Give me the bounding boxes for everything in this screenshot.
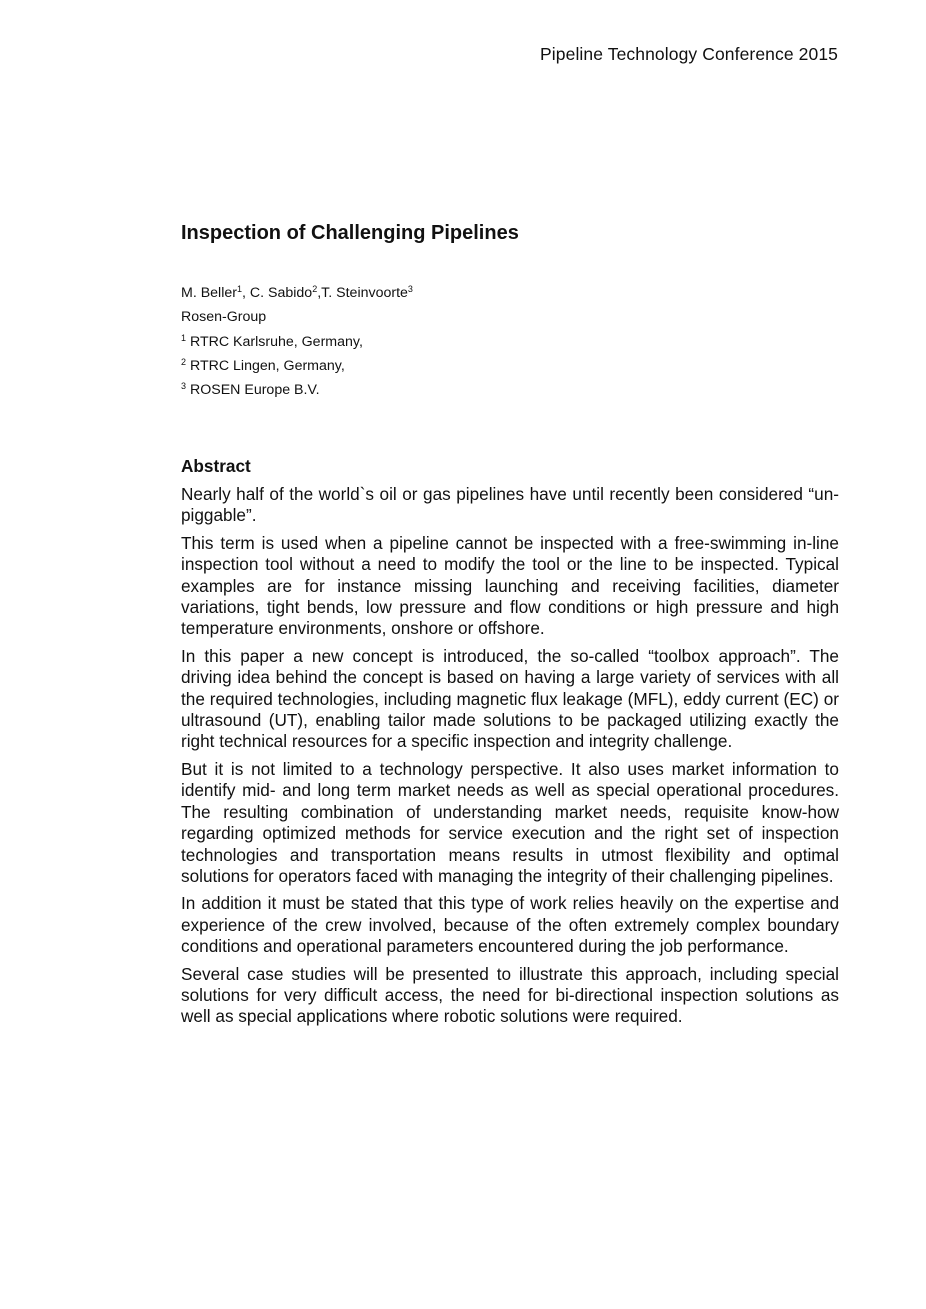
abstract-paragraph: But it is not limited to a technology perspective. It also uses market information to identify mid- and long term market needs as well as special operational procedures. The resulting combination of understanding market needs, requisite know-how regarding optimized methods for service execution and the right set of inspection technologies and transportation means results in utmost flexibility and optimal solutions for operators faced with managing the integrity of their challenging pipelines.	[181, 758, 839, 886]
author-list	[181, 281, 413, 305]
author-separator: ,	[317, 285, 322, 301]
author-name: M. Beller	[181, 285, 237, 301]
affiliation-text: RTRC Karlsruhe, Germany,	[186, 333, 363, 350]
affiliation-1	[181, 330, 413, 354]
abstract-heading: Abstract	[181, 456, 251, 476]
author-separator: ,	[242, 285, 250, 301]
author-superscript: 3	[407, 284, 413, 294]
affiliation-superscript: 3	[181, 381, 187, 392]
author-name: T. Steinvoorte	[321, 285, 408, 301]
abstract-paragraph: Several case studies will be presented to illustrate this approach, including special solutions for very difficult access, the need for bi-directional inspection solutions as well as special applications where robotic solutions were required.	[181, 963, 839, 1027]
organization: Rosen-Group	[181, 309, 267, 326]
abstract-paragraph: In this paper a new concept is introduced, the so-called “toolbox approach”. The driving idea behind the concept is based on having a large variety of services with all the required technologies, including magnetic flux leakage (MFL), eddy current (EC) or ultrasound (UT), enabling tailor made solutions to be packaged utilizing exactly the right technical resources for a specific inspection and integrity challenge.	[181, 645, 839, 752]
abstract-paragraph: In addition it must be stated that this type of work relies heavily on the expertise and experience of the crew involved, because of the often extremely complex boundary conditions and operational parameters encountered during the job performance.	[181, 893, 839, 957]
affiliation-superscript: 1	[181, 332, 187, 343]
abstract-paragraph: Nearly half of the world`s oil or gas pipelines have until recently been considered “un-piggable”.	[181, 484, 839, 526]
affiliation-text: ROSEN Europe B.V.	[186, 382, 320, 399]
affiliation-text: RTRC Lingen, Germany,	[186, 357, 345, 374]
author-block	[181, 281, 413, 402]
abstract-paragraph: This term is used when a pipeline cannot be inspected with a free-swimming in-line inspection tool without a need to modify the tool or the line to be inspected. Typical examples are for instance missing launching and receiving facilities, diameter variations, tight bends, low pressure and flow conditions or high pressure and high temperature environments, onshore or offshore.	[181, 532, 839, 639]
author-superscript: 2	[312, 284, 318, 294]
running-header: Pipeline Technology Conference 2015	[540, 44, 838, 64]
paper-title: Inspection of Challenging Pipelines	[181, 222, 519, 244]
author-name: C. Sabido	[249, 285, 313, 301]
affiliation-superscript: 2	[181, 356, 187, 367]
affiliation-3	[181, 378, 413, 402]
affiliation-2	[181, 354, 413, 378]
abstract-body	[181, 484, 839, 1034]
author-superscript: 1	[236, 284, 242, 294]
